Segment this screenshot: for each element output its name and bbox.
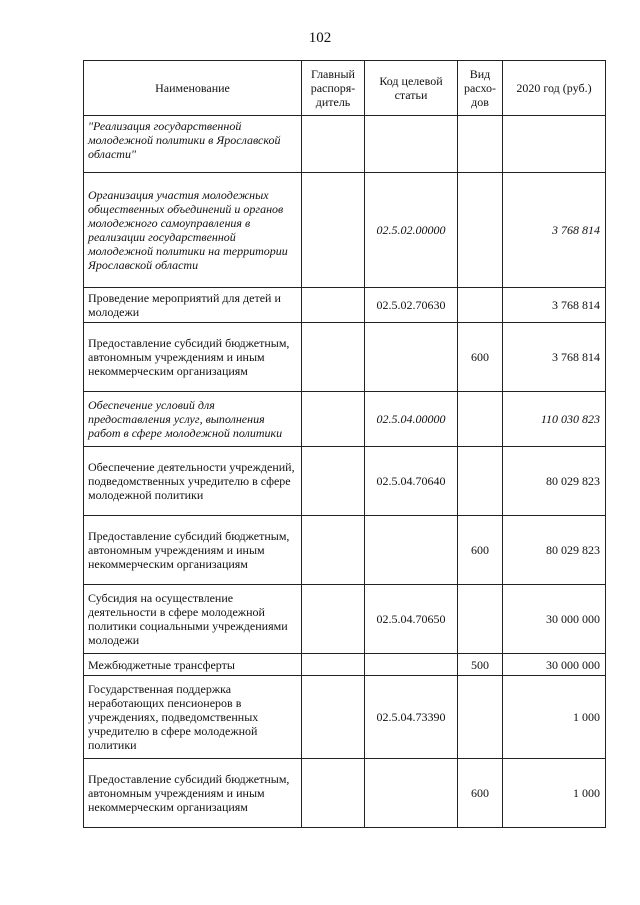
row-name: Обеспечение условий для предоставления услуг, выполнения работ в сфере молодежной политики (84, 392, 302, 447)
row-name: Предоставление субсидий бюджетным, автономным учреждениям и иным некоммерческим организациям (84, 516, 302, 585)
row-main-manager (302, 516, 365, 585)
row-amount: 30 000 000 (503, 585, 606, 654)
row-amount (503, 116, 606, 173)
row-amount: 1 000 (503, 759, 606, 828)
table-row (84, 516, 606, 585)
table-row (84, 288, 606, 323)
row-amount: 80 029 823 (503, 516, 606, 585)
row-main-manager (302, 116, 365, 173)
row-main-manager (302, 323, 365, 392)
row-target-code: 02.5.04.00000 (365, 392, 458, 447)
table-row (84, 759, 606, 828)
row-amount: 110 030 823 (503, 392, 606, 447)
row-expense-type: 600 (458, 516, 503, 585)
row-expense-type (458, 173, 503, 288)
row-amount: 3 768 814 (503, 323, 606, 392)
header-expense-type: Вид расхо-дов (458, 61, 503, 116)
table-row (84, 392, 606, 447)
row-name: Предоставление субсидий бюджетным, автономным учреждениям и иным некоммерческим организациям (84, 759, 302, 828)
row-expense-type (458, 288, 503, 323)
row-target-code: 02.5.02.70630 (365, 288, 458, 323)
row-amount: 3 768 814 (503, 288, 606, 323)
row-expense-type (458, 676, 503, 759)
table-row (84, 654, 606, 676)
table-row (84, 173, 606, 288)
row-main-manager (302, 759, 365, 828)
row-expense-type: 500 (458, 654, 503, 676)
table-header-row (84, 61, 606, 116)
row-amount: 3 768 814 (503, 173, 606, 288)
budget-table (83, 60, 606, 828)
row-amount: 30 000 000 (503, 654, 606, 676)
table-row (84, 323, 606, 392)
row-main-manager (302, 654, 365, 676)
row-name: Проведение мероприятий для детей и молодежи (84, 288, 302, 323)
row-main-manager (302, 585, 365, 654)
row-name: Организация участия молодежных общественных объединений и органов молодежного самоуправления в реализации государственной молодежной политики на территории Ярославской области (84, 173, 302, 288)
table-row (84, 447, 606, 516)
row-target-code: 02.5.04.73390 (365, 676, 458, 759)
row-target-code: 02.5.04.70650 (365, 585, 458, 654)
header-year-2020: 2020 год (руб.) (503, 61, 606, 116)
row-target-code (365, 516, 458, 585)
row-expense-type: 600 (458, 323, 503, 392)
row-expense-type (458, 585, 503, 654)
row-name: Обеспечение деятельности учреждений, подведомственных учредителю в сфере молодежной политики (84, 447, 302, 516)
row-amount: 80 029 823 (503, 447, 606, 516)
row-expense-type (458, 116, 503, 173)
page-number: 102 (308, 30, 332, 46)
row-name: Субсидия на осуществление деятельности в сфере молодежной политики социальными учреждениями молодежи (84, 585, 302, 654)
row-name: Государственная поддержка неработающих пенсионеров в учреждениях, подведомственных учредителю в сфере молодежной политики (84, 676, 302, 759)
row-target-code (365, 654, 458, 676)
row-main-manager (302, 392, 365, 447)
row-target-code (365, 116, 458, 173)
row-target-code (365, 323, 458, 392)
row-amount: 1 000 (503, 676, 606, 759)
header-main-manager: Главный распоря-дитель (302, 61, 365, 116)
table-row (84, 116, 606, 173)
row-expense-type (458, 447, 503, 516)
row-name: Межбюджетные трансферты (84, 654, 302, 676)
row-name: Предоставление субсидий бюджетным, автономным учреждениям и иным некоммерческим организациям (84, 323, 302, 392)
row-main-manager (302, 173, 365, 288)
header-target-code: Код целевой статьи (365, 61, 458, 116)
row-expense-type (458, 392, 503, 447)
row-main-manager (302, 288, 365, 323)
header-name: Наименование (84, 61, 302, 116)
row-main-manager (302, 676, 365, 759)
row-main-manager (302, 447, 365, 516)
row-target-code: 02.5.02.00000 (365, 173, 458, 288)
table-row (84, 585, 606, 654)
row-expense-type: 600 (458, 759, 503, 828)
table-row (84, 676, 606, 759)
row-target-code: 02.5.04.70640 (365, 447, 458, 516)
row-target-code (365, 759, 458, 828)
row-name: "Реализация государственной молодежной политики в Ярославской области" (84, 116, 302, 173)
